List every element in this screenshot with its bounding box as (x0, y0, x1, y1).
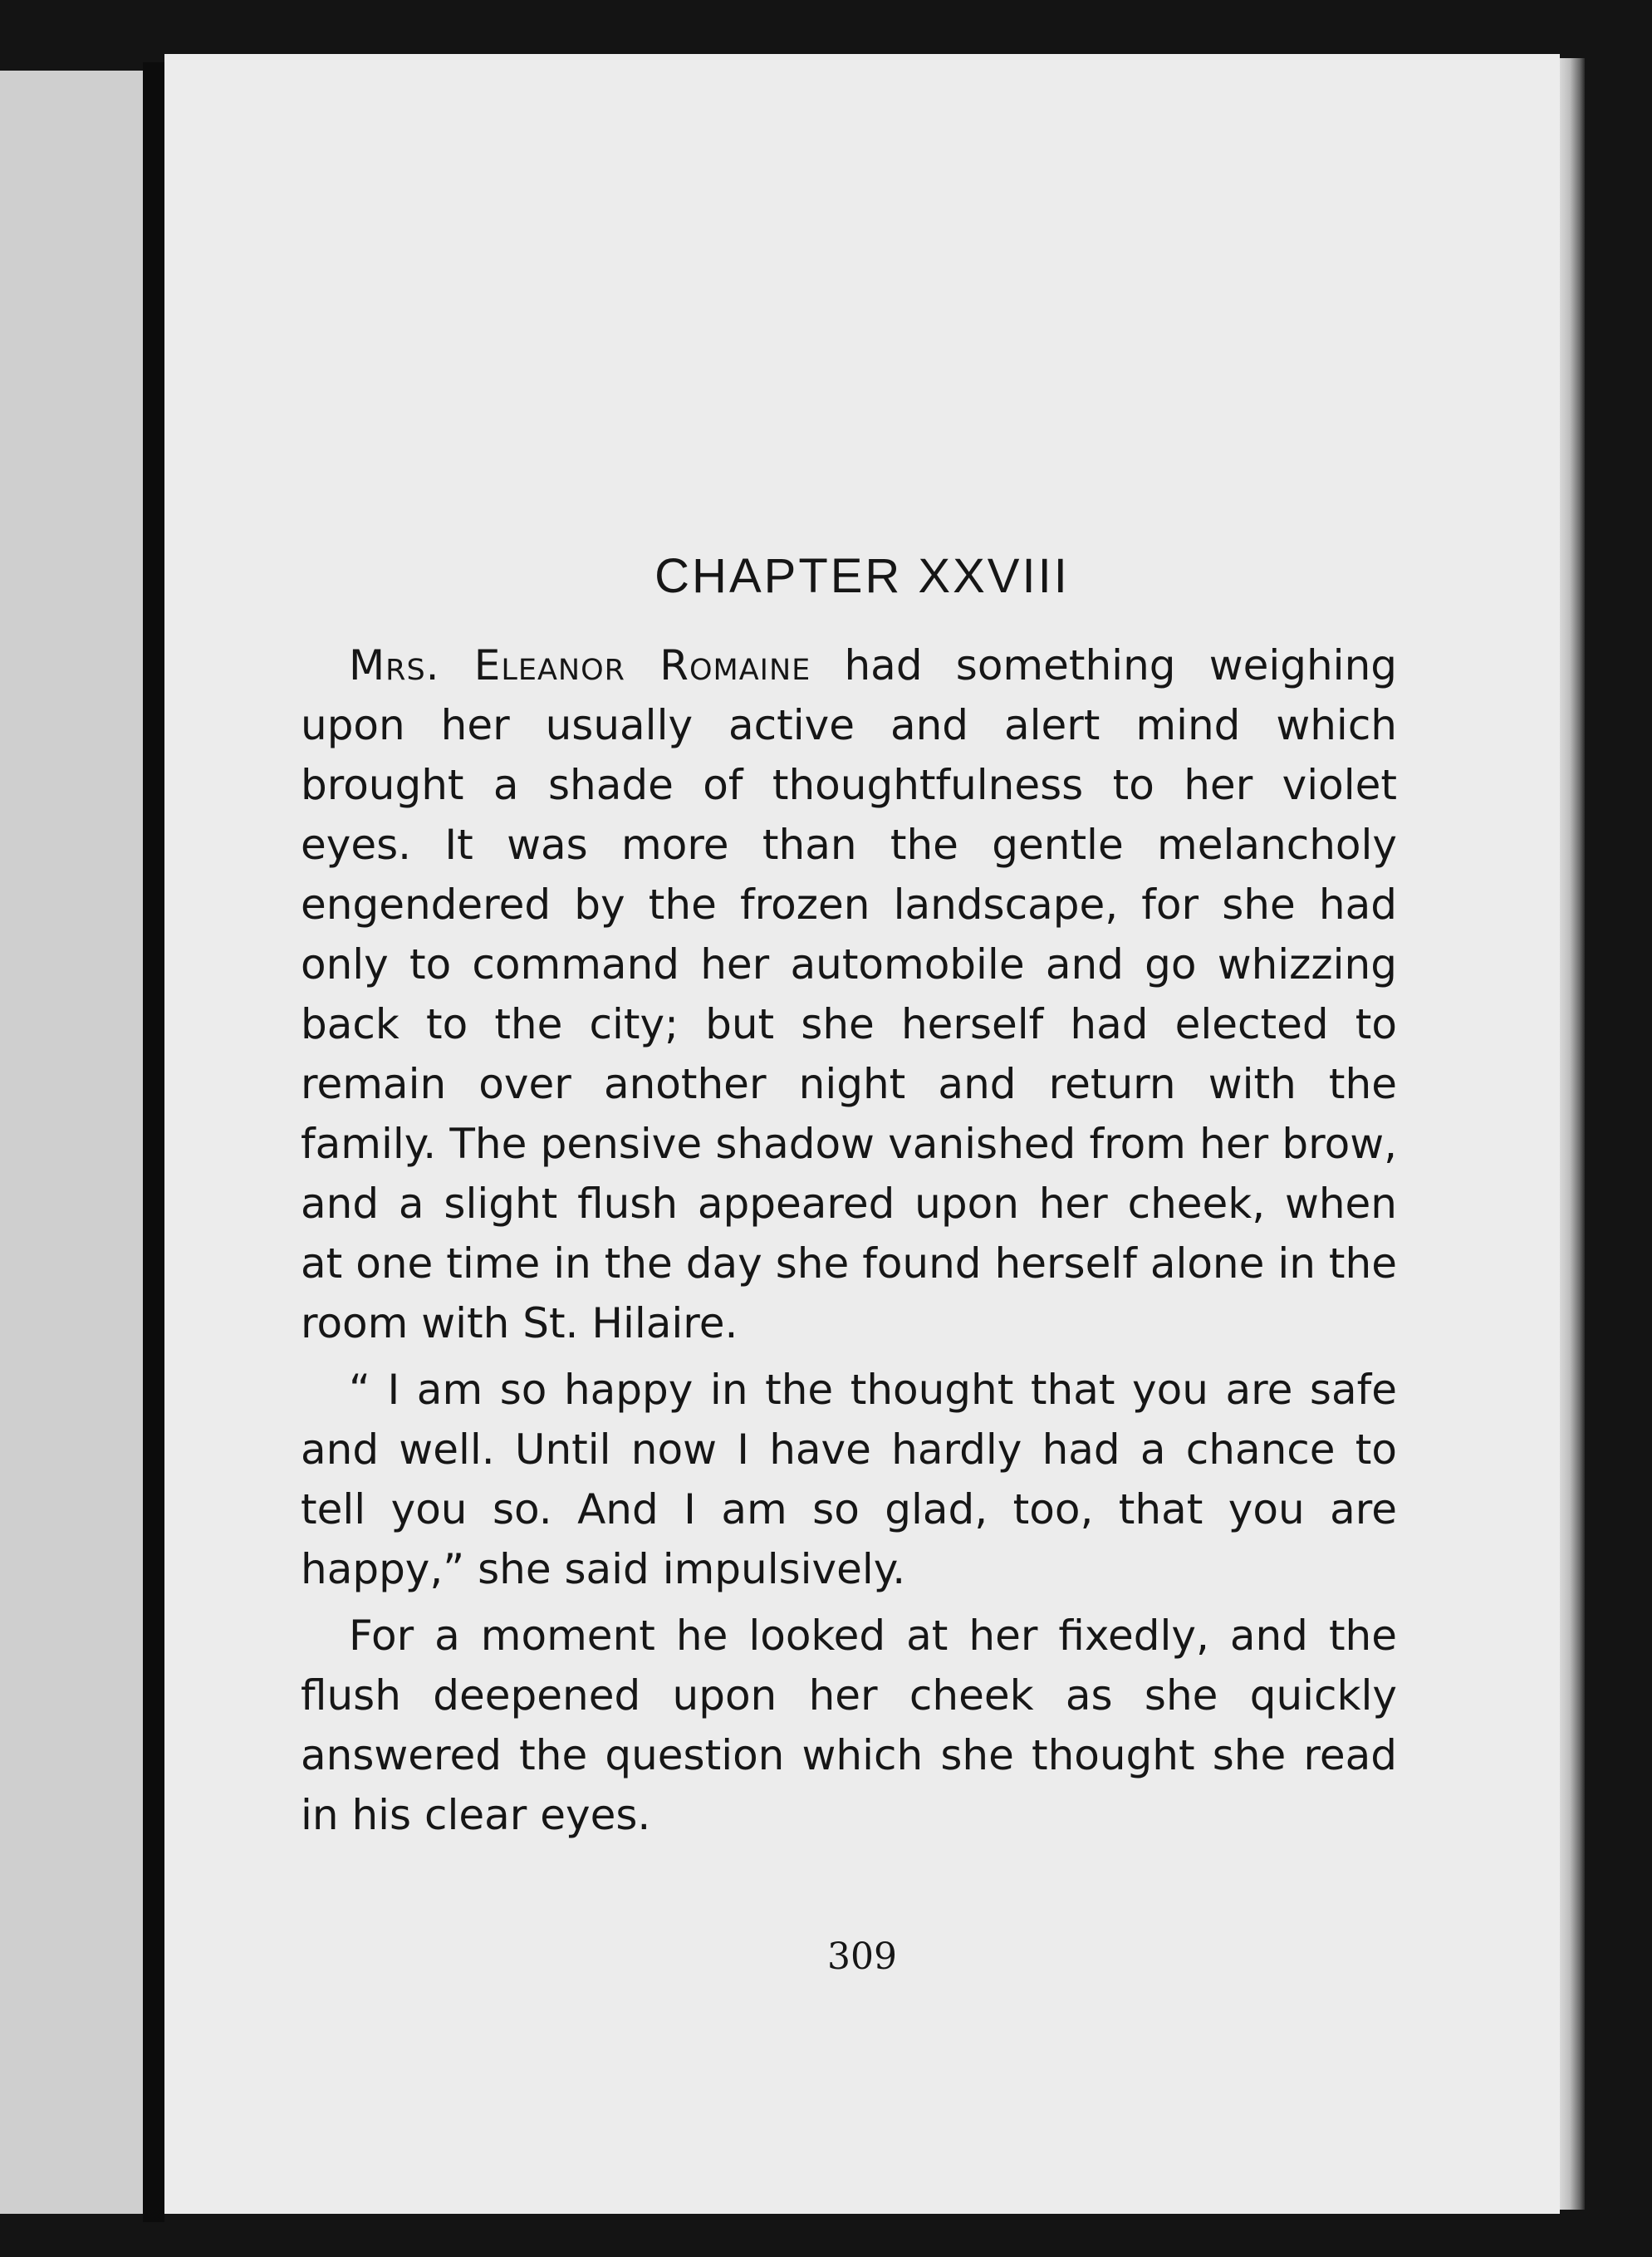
paragraph-text: had something weighing upon her usually active and alert mind which brought a shade of thoughtfulness to her violet eyes. It was more than the gentle melancholy engendered by the frozen landscape, for she had only to command her automobile and go whizzing back to the city; but she herself had elected to remain over another night and return with the family. The pensive shadow vanished from her brow, and a slight flush appeared upon her cheek, when at one time in the day she found herself alone in the room with St. Hilaire. (301, 641, 1398, 1347)
page-number: 309 (827, 1936, 897, 1978)
facing-page-edge (0, 71, 145, 2214)
paragraph: “ I am so happy in the thought that you are safe and well. Until now I have hardly had a chance to tell you so. And I am so glad, too, that you are happy,” she said impulsively. (301, 1366, 1397, 1593)
paragraph: For a moment he looked at her fixedly, and the flush deepened upon her cheek as she quickly answered the question which she thought she read in his clear eyes. (301, 1612, 1397, 1839)
book-page (164, 54, 1560, 2214)
paragraph (301, 635, 1397, 1353)
book-gutter (143, 62, 164, 2222)
page-stack-edge (1560, 58, 1585, 2210)
chapter-heading: CHAPTER XXVIII (654, 549, 1070, 603)
body-text (301, 635, 1397, 1845)
opening-small-caps: Mrs. Eleanor Romaine (349, 641, 811, 689)
